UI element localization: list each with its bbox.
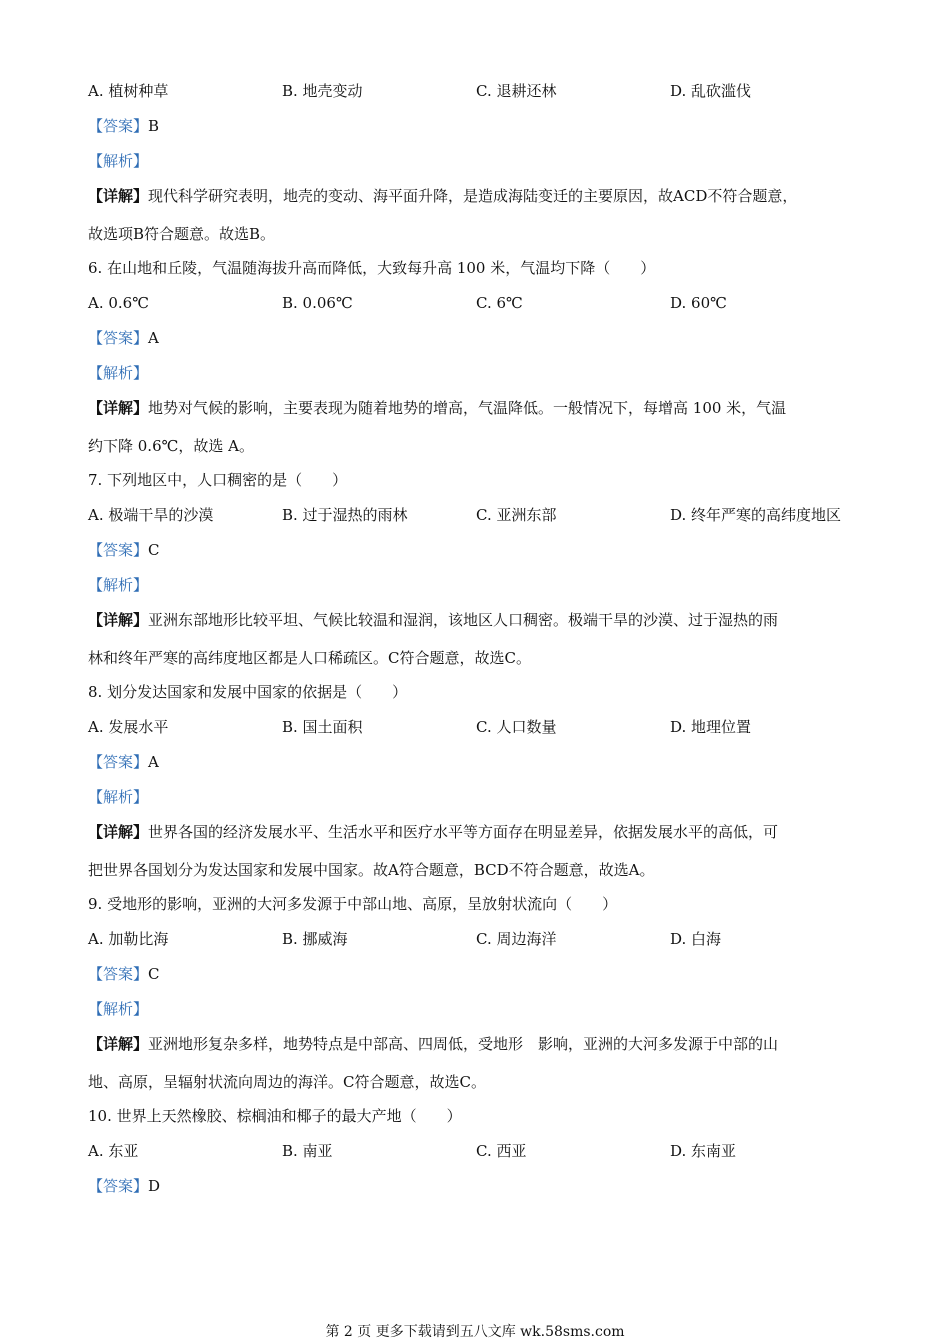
- detail-text: 亚洲地形复杂多样，地势特点是中部高、四周低，受地形 影响，亚洲的大河多发源于中部的山: [148, 1035, 779, 1053]
- q6-answer: [88, 327, 159, 349]
- q6-analysis-tag: 【解析】: [88, 364, 149, 382]
- answer-tag: 【答案】: [88, 1177, 149, 1195]
- q5-answer: [88, 115, 159, 137]
- q7-option-b: B. 过于湿热的雨林: [282, 506, 408, 524]
- q7-option-d: D. 终年严寒的高纬度地区: [670, 506, 842, 524]
- q9-answer: [88, 963, 160, 985]
- q8-option-c: C. 人口数量: [476, 718, 557, 736]
- q5-option-a: A. 植树种草: [88, 82, 169, 100]
- q8-option-b: B. 国土面积: [282, 718, 363, 736]
- q6-question: 6. 在山地和丘陵，气温随海拔升高而降低，大致每升高 100 米，气温均下降（ ）: [88, 259, 656, 277]
- q9-option-d: D. 白海: [670, 930, 722, 948]
- answer-value: A: [148, 753, 159, 771]
- q9-detail-line-1: [88, 1033, 778, 1055]
- detail-text: 亚洲东部地形比较平坦、气候比较温和湿润，该地区人口稠密。极端干旱的沙漠、过于湿热的雨: [148, 611, 779, 629]
- q6-detail-line-2: 约下降 0.6℃，故选 A。: [88, 437, 255, 455]
- detail-text: 世界各国的经济发展水平、生活水平和医疗水平等方面存在明显差异，依据发展水平的高低，可: [148, 823, 779, 841]
- q10-option-a: A. 东亚: [88, 1142, 139, 1160]
- q6-option-a: A. 0.6℃: [88, 294, 150, 312]
- q5-detail-line-1: [88, 185, 797, 207]
- q9-detail-line-2: 地、高原，呈辐射状流向周边的海洋。C符合题意，故选C。: [88, 1073, 486, 1091]
- answer-tag: 【答案】: [88, 753, 149, 771]
- q8-analysis-tag: 【解析】: [88, 788, 149, 806]
- q9-option-a: A. 加勒比海: [88, 930, 169, 948]
- q6-option-c: C. 6℃: [476, 294, 523, 312]
- q7-detail-line-2: 林和终年严寒的高纬度地区都是人口稀疏区。C符合题意，故选C。: [88, 649, 531, 667]
- q5-detail-line-2: 故选项B符合题意。故选B。: [88, 225, 276, 243]
- q7-option-c: C. 亚洲东部: [476, 506, 557, 524]
- q7-question: 7. 下列地区中，人口稠密的是（ ）: [88, 471, 348, 489]
- page-footer: 第 2 页 更多下载请到五八文库 wk.58sms.com: [325, 1324, 625, 1340]
- q6-detail-line-1: [88, 397, 786, 419]
- q9-analysis-tag: 【解析】: [88, 1000, 149, 1018]
- q8-option-d: D. 地理位置: [670, 718, 752, 736]
- answer-tag: 【答案】: [88, 329, 149, 347]
- answer-tag: 【答案】: [88, 965, 149, 983]
- q5-option-d: D. 乱砍滥伐: [670, 82, 752, 100]
- answer-tag: 【答案】: [88, 541, 149, 559]
- detail-tag: 【详解】: [88, 823, 149, 841]
- detail-tag: 【详解】: [88, 399, 149, 417]
- q9-question: 9. 受地形的影响，亚洲的大河多发源于中部山地、高原，呈放射状流向（ ）: [88, 895, 618, 913]
- q8-question: 8. 划分发达国家和发展中国家的依据是（ ）: [88, 683, 408, 701]
- q7-detail-line-1: [88, 609, 778, 631]
- q10-option-b: B. 南亚: [282, 1142, 333, 1160]
- q10-answer: [88, 1175, 160, 1197]
- q9-option-c: C. 周边海洋: [476, 930, 557, 948]
- detail-tag: 【详解】: [88, 1035, 149, 1053]
- q8-detail-line-2: 把世界各国划分为发达国家和发展中国家。故A符合题意，BCD不符合题意，故选A。: [88, 861, 655, 879]
- q8-answer: [88, 751, 159, 773]
- q5-option-c: C. 退耕还林: [476, 82, 557, 100]
- answer-value: C: [148, 965, 160, 983]
- answer-value: D: [148, 1177, 161, 1195]
- q5-option-b: B. 地壳变动: [282, 82, 363, 100]
- detail-tag: 【详解】: [88, 187, 149, 205]
- q10-option-d: D. 东南亚: [670, 1142, 737, 1160]
- detail-text: 现代科学研究表明，地壳的变动、海平面升降，是造成海陆变迁的主要原因，故ACD不符合题意，: [148, 187, 798, 205]
- q6-option-b: B. 0.06℃: [282, 294, 353, 312]
- q9-option-b: B. 挪威海: [282, 930, 348, 948]
- answer-tag: 【答案】: [88, 117, 149, 135]
- answer-value: A: [148, 329, 159, 347]
- detail-tag: 【详解】: [88, 611, 149, 629]
- q8-option-a: A. 发展水平: [88, 718, 169, 736]
- q5-analysis-tag: 【解析】: [88, 152, 149, 170]
- answer-value: B: [148, 117, 160, 135]
- q10-option-c: C. 西亚: [476, 1142, 527, 1160]
- q7-option-a: A. 极端干旱的沙漠: [88, 506, 214, 524]
- q7-analysis-tag: 【解析】: [88, 576, 149, 594]
- q10-question: 10. 世界上天然橡胶、棕榈油和椰子的最大产地（ ）: [88, 1107, 462, 1125]
- detail-text: 地势对气候的影响，主要表现为随着地势的增高，气温降低。一般情况下，每增高 100 米，气温: [148, 399, 787, 417]
- q6-option-d: D. 60℃: [670, 294, 727, 312]
- q8-detail-line-1: [88, 821, 778, 843]
- answer-value: C: [148, 541, 160, 559]
- q7-answer: [88, 539, 160, 561]
